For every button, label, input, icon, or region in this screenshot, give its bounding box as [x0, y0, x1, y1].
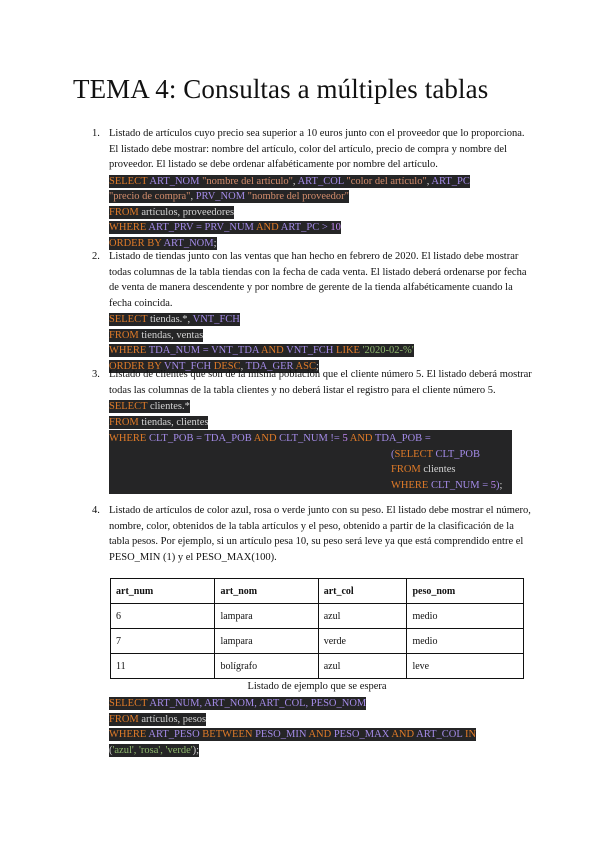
- code-line: WHERE CLT_POB = TDA_POB AND CLT_NUM != 5 AND TDA_POB =: [109, 430, 512, 448]
- code-line: FROM artículos, proveedores: [109, 206, 235, 218]
- code-line: FROM clientes: [109, 461, 512, 479]
- code-line: WHERE ART_PESO BETWEEN PESO_MIN AND PESO_MAX AND ART_COL IN: [109, 729, 477, 740]
- table-cell: azul: [318, 654, 407, 679]
- table-cell: 6: [111, 604, 215, 629]
- sql-code-block: [109, 174, 532, 252]
- table-caption: Listado de ejemplo que se espera: [247, 681, 387, 692]
- exercise-text: Listado de tiendas junto con las ventas que han hecho en febrero de 2020. El listado debe mostrar todas columnas de la tabla tiendas con la fecha de cada venta. El listado deberá ordenarse por fecha de venta de manera descendente y por nombre de gerente de la tienda alfabéticamente cuando la fecha coincida.: [109, 251, 527, 309]
- table-cell: medio: [407, 604, 524, 629]
- column-header: art_nom: [215, 579, 318, 604]
- item-number: 1.: [92, 128, 100, 139]
- item-number: 4.: [92, 505, 100, 516]
- exercise-3: [92, 367, 532, 492]
- table-cell: azul: [318, 604, 407, 629]
- table-cell: 7: [111, 629, 215, 654]
- table-row: [111, 604, 524, 629]
- code-line: FROM artículos, pesos: [109, 713, 207, 725]
- table-cell: bolígrafo: [215, 654, 318, 679]
- sql-code-block: [109, 312, 532, 374]
- column-header: art_num: [111, 579, 215, 604]
- table-cell: medio: [407, 629, 524, 654]
- code-line: FROM tiendas, clientes: [109, 416, 209, 428]
- table-cell: leve: [407, 654, 524, 679]
- table-row: [111, 654, 524, 679]
- code-line: ('azul', 'rosa', 'verde');: [109, 744, 200, 756]
- code-line: SELECT ART_NOM "nombre del artículo", ART_COL "color del artículo", ART_PC: [109, 175, 470, 187]
- code-line: WHERE TDA_NUM = VNT_TDA AND VNT_FCH LIKE '2020-02-%': [109, 345, 414, 356]
- table-row: [111, 629, 524, 654]
- exercise-text: Listado de artículos de color azul, rosa o verde junto con su peso. El listado debe mostrar el número, nombre, color, obtenidos de la tabla artículos y el peso, obtenido a partir de la clasificación de la tabla pesos. Por ejemplo, si un artículo pesa 10, su peso será leve ya que está comprendido entre el PESO_MIN (1) y el PESO_MAX(100).: [109, 505, 531, 563]
- exercise-4: [92, 503, 532, 565]
- code-line: (SELECT CLT_POB: [109, 446, 512, 464]
- code-line: ORDER BY ART_NOM;: [109, 237, 217, 249]
- code-line: "precio de compra", PRV_NOM "nombre del proveedor": [109, 191, 349, 202]
- column-header: art_col: [318, 579, 407, 604]
- code-line: SELECT tiendas.*, VNT_FCH: [109, 314, 240, 325]
- sql-code-block: [109, 399, 532, 492]
- table-cell: verde: [318, 629, 407, 654]
- code-line: WHERE ART_PRV = PRV_NUM AND ART_PC > 10: [109, 222, 341, 233]
- item-number: 2.: [92, 251, 100, 262]
- page-title: TEMA 4: Consultas a múltiples tablas: [73, 74, 489, 104]
- exercise-text: Listado de artículos cuyo precio sea superior a 10 euros junto con el proveedor que lo proporciona. El listado debe mostrar: nombre del artículo, color del artículo, precio de compra y nombre del proveedor. El listado se debe ordenar alfabéticamente por nombre del artículo.: [109, 128, 525, 170]
- table-cell: lampara: [215, 604, 318, 629]
- code-line: WHERE CLT_NUM = 5);: [109, 477, 512, 495]
- example-table: [110, 578, 524, 679]
- code-line: SELECT ART_NUM, ART_NOM, ART_COL, PESO_NOM: [109, 698, 367, 709]
- code-line: SELECT clientes.*: [109, 401, 190, 412]
- exercise-2: [92, 249, 532, 374]
- table-cell: 11: [111, 654, 215, 679]
- table-header-row: [111, 579, 524, 604]
- column-header: peso_nom: [407, 579, 524, 604]
- table-cell: lampara: [215, 629, 318, 654]
- sql-code-block: [109, 696, 476, 758]
- item-number: 3.: [92, 369, 100, 380]
- exercise-1: [92, 126, 532, 251]
- exercise-text: Listado de clientes que son de la misma población que el cliente número 5. El listado deberá mostrar todas las columnas de la tabla clientes y no deberá listar el registro para el cliente número 5.: [109, 369, 532, 396]
- code-line: ORDER BY VNT_FCH DESC, TDA_GER ASC;: [109, 360, 319, 372]
- code-line: FROM tiendas, ventas: [109, 329, 204, 341]
